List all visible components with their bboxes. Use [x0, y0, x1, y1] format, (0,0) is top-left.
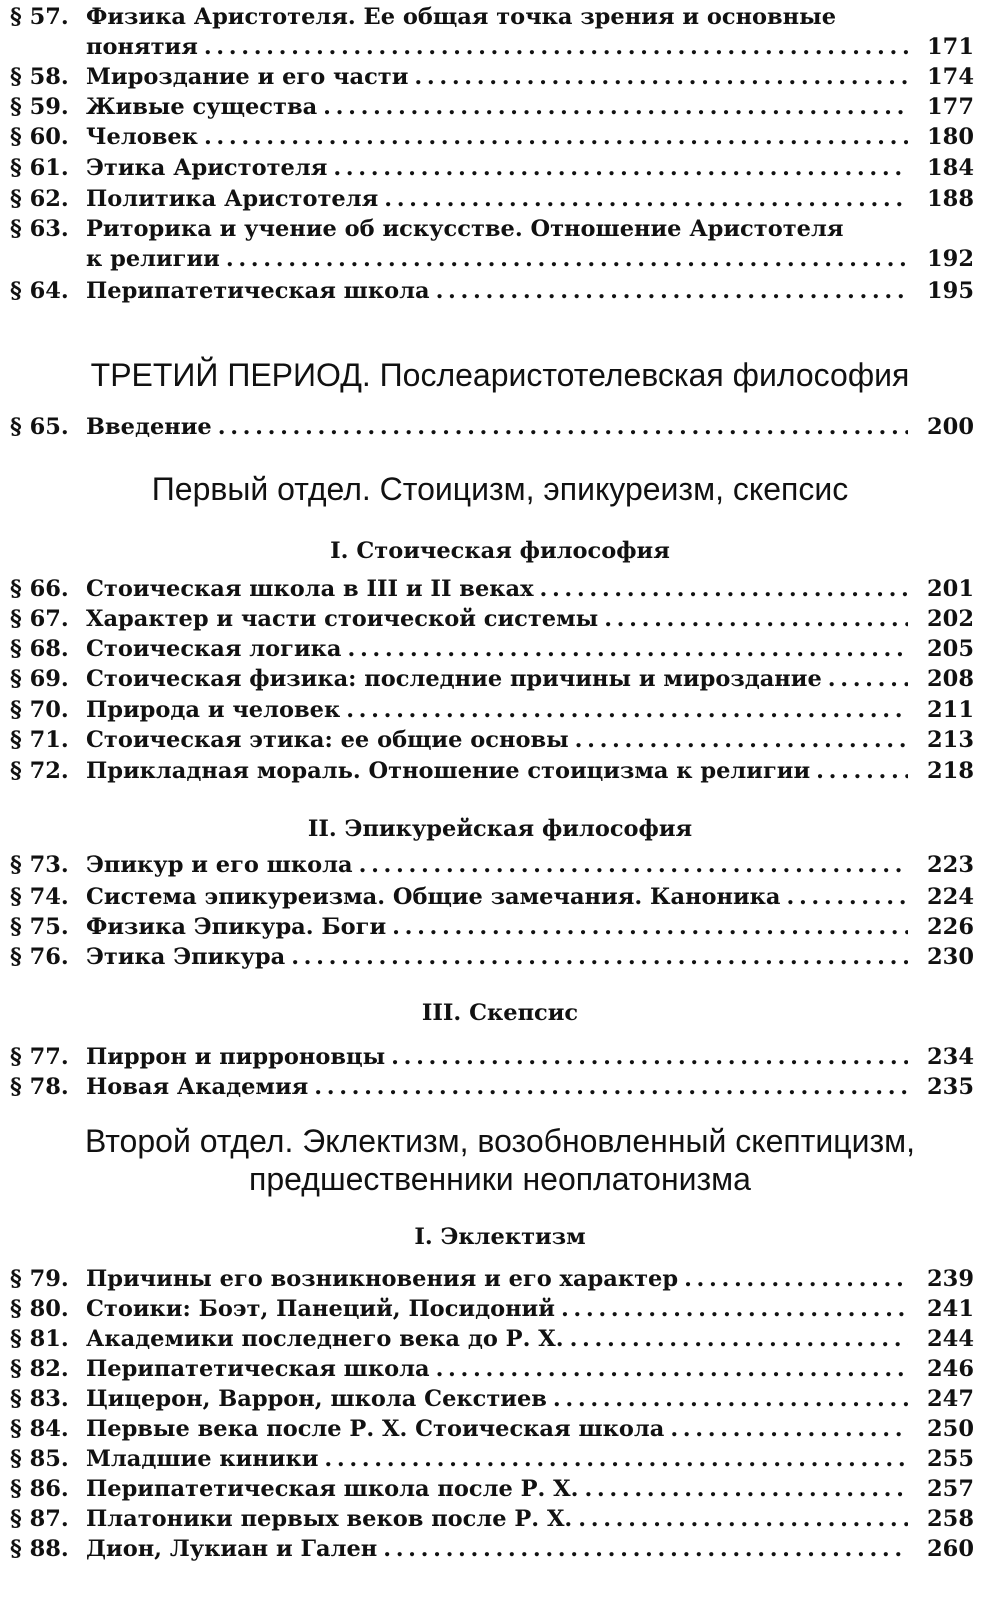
toc-entry-78 [10, 1072, 974, 1102]
section-title: Перипатетическая школа [86, 278, 430, 304]
toc-entry-82 [10, 1354, 974, 1384]
section-title: Мироздание и его части [86, 64, 409, 90]
section-number: § 73. [10, 852, 69, 878]
toc-entry-81 [10, 1324, 974, 1354]
page-number: 235 [927, 1074, 974, 1100]
section-number: § 63. [10, 216, 69, 242]
toc-entry-72 [10, 756, 974, 786]
toc-entry-84 [10, 1414, 974, 1444]
section-title: Введение [86, 414, 212, 440]
section-title: Младшие киники [86, 1446, 319, 1472]
toc-entry-66 [10, 574, 974, 604]
dot-leader [204, 122, 908, 152]
dot-leader [604, 604, 908, 634]
section-number: § 57. [10, 4, 69, 30]
section-number: § 85. [10, 1446, 69, 1472]
toc-entry-73 [10, 850, 974, 880]
page-number: 226 [927, 914, 974, 940]
page-number: 230 [927, 944, 974, 970]
section-title: Платоники первых веков после Р. Х. [86, 1506, 573, 1532]
dot-leader [670, 1414, 908, 1444]
section-number: § 86. [10, 1476, 69, 1502]
toc-entry-87 [10, 1504, 974, 1534]
page-number: 244 [927, 1326, 974, 1352]
dot-leader [359, 850, 908, 880]
dot-leader [584, 1474, 908, 1504]
section-number: § 75. [10, 914, 69, 940]
subsection-heading-skepsis: III. Скепсис [421, 1000, 579, 1026]
page-number: 223 [927, 852, 974, 878]
toc-entry-75 [10, 912, 974, 942]
section-title-continuation: понятия [86, 34, 198, 60]
dot-leader [787, 882, 909, 912]
toc-entry-79 [10, 1264, 974, 1294]
page-number: 195 [927, 278, 974, 304]
toc-entry-83 [10, 1384, 974, 1414]
dot-leader [828, 664, 908, 694]
toc-entry-57 [10, 2, 974, 62]
page-number: 213 [927, 727, 974, 753]
section-number: § 59. [10, 94, 69, 120]
section-number: § 66. [10, 576, 69, 602]
section-title: Дион, Лукиан и Гален [86, 1536, 378, 1562]
toc-entry-65 [10, 412, 974, 442]
toc-entry-63 [10, 214, 974, 274]
section-title: Система эпикуреизма. Общие замечания. Каноника [86, 884, 781, 910]
page-number: 188 [927, 186, 974, 212]
dot-leader [816, 756, 908, 786]
section-title: Физика Эпикура. Боги [86, 914, 387, 940]
section-number: § 68. [10, 636, 69, 662]
section-number: § 84. [10, 1416, 69, 1442]
toc-entry-70 [10, 695, 974, 725]
dot-leader [333, 153, 908, 183]
section-title: Физика Аристотеля. Ее общая точка зрения и основные [86, 4, 837, 30]
toc-entry-69 [10, 664, 974, 694]
page-number: 239 [927, 1266, 974, 1292]
toc-entry-58 [10, 62, 974, 92]
section-title: Цицерон, Варрон, школа Секстиев [86, 1386, 547, 1412]
page-number: 246 [927, 1356, 974, 1382]
section-number: § 62. [10, 186, 69, 212]
section-title: Природа и человек [86, 697, 341, 723]
page-number: 192 [927, 246, 974, 272]
dot-leader [291, 942, 908, 972]
subsection-heading-epicurean: II. Эпикурейская философия [307, 816, 693, 842]
toc-entry-61 [10, 153, 974, 183]
dot-leader [324, 1444, 908, 1474]
section-title-continuation: к религии [86, 246, 220, 272]
dot-leader [348, 634, 909, 664]
section-number: § 65. [10, 414, 69, 440]
period-heading: ТРЕТИЙ ПЕРИОД. Послеаристотелевская философия [90, 357, 910, 393]
page-number: 211 [927, 697, 974, 723]
dot-leader [436, 1354, 908, 1384]
toc-entry-62 [10, 184, 974, 214]
toc-entry-86 [10, 1474, 974, 1504]
section-number: § 74. [10, 884, 69, 910]
section-title: Первые века после Р. Х. Стоическая школа [86, 1416, 665, 1442]
section-title: Стоики: Боэт, Панеций, Посидоний [86, 1296, 555, 1322]
page-number: 208 [927, 666, 974, 692]
page-number: 255 [927, 1446, 974, 1472]
dot-leader [383, 1534, 908, 1564]
section-number: § 79. [10, 1266, 69, 1292]
dot-leader [553, 1384, 908, 1414]
dot-leader [684, 1264, 908, 1294]
page-number: 234 [927, 1044, 974, 1070]
dot-leader [414, 62, 908, 92]
section-number: § 80. [10, 1296, 69, 1322]
toc-entry-67 [10, 604, 974, 634]
dot-leader [204, 32, 908, 62]
page-number: 260 [927, 1536, 974, 1562]
page-number: 241 [927, 1296, 974, 1322]
toc-entry-68 [10, 634, 974, 664]
dot-leader [570, 1324, 908, 1354]
section-number: § 71. [10, 727, 69, 753]
dot-leader [561, 1294, 908, 1324]
section-number: § 69. [10, 666, 69, 692]
section-title: Перипатетическая школа [86, 1356, 430, 1382]
toc-entry-59 [10, 92, 974, 122]
section-number: § 87. [10, 1506, 69, 1532]
page-number: 202 [927, 606, 974, 632]
dot-leader [218, 412, 908, 442]
page-number: 174 [927, 64, 974, 90]
page-number: 218 [927, 758, 974, 784]
section-number: § 61. [10, 155, 69, 181]
toc-entry-64 [10, 276, 974, 306]
toc-entry-77 [10, 1042, 974, 1072]
section-title: Характер и части стоической системы [86, 606, 599, 632]
subsection-heading-stoic: I. Стоическая философия [330, 538, 670, 564]
section-number: § 78. [10, 1074, 69, 1100]
page-number: 200 [927, 414, 974, 440]
page-number: 205 [927, 636, 974, 662]
page-number: 184 [927, 155, 974, 181]
section-number: § 72. [10, 758, 69, 784]
section-number: § 77. [10, 1044, 69, 1070]
section-title: Риторика и учение об искусстве. Отношение Аристотеля [86, 216, 844, 242]
section-title: Стоическая физика: последние причины и мироздание [86, 666, 822, 692]
section-number: § 76. [10, 944, 69, 970]
section-number: § 88. [10, 1536, 69, 1562]
section-title: Причины его возникновения и его характер [86, 1266, 679, 1292]
page-number: 177 [927, 94, 974, 120]
section-title: Пиррон и пирроновцы [86, 1044, 386, 1070]
toc-entry-74 [10, 882, 974, 912]
page-number: 171 [927, 34, 974, 60]
part-heading-1: Первый отдел. Стоицизм, эпикуреизм, скепсис [151, 471, 849, 507]
section-title: Эпикур и его школа [86, 852, 353, 878]
section-number: § 64. [10, 278, 69, 304]
part-heading-2-line2: предшественники неоплатонизма [249, 1161, 751, 1197]
subsection-heading-eclectic: I. Эклектизм [414, 1224, 586, 1250]
section-number: § 70. [10, 697, 69, 723]
dot-leader [392, 912, 908, 942]
toc-entry-80 [10, 1294, 974, 1324]
toc-entry-60 [10, 122, 974, 152]
dot-leader [226, 244, 908, 274]
toc-entry-88 [10, 1534, 974, 1564]
toc-entry-85 [10, 1444, 974, 1474]
page-number: 180 [927, 124, 974, 150]
section-title: Живые существа [86, 94, 318, 120]
section-number: § 67. [10, 606, 69, 632]
section-title: Прикладная мораль. Отношение стоицизма к религии [86, 758, 811, 784]
section-number: § 58. [10, 64, 69, 90]
dot-leader [540, 574, 909, 604]
page-number: 201 [927, 576, 974, 602]
section-title: Этика Аристотеля [86, 155, 328, 181]
section-title: Стоическая этика: ее общие основы [86, 727, 569, 753]
dot-leader [346, 695, 908, 725]
section-number: § 82. [10, 1356, 69, 1382]
dot-leader [384, 184, 908, 214]
section-number: § 83. [10, 1386, 69, 1412]
section-title: Человек [86, 124, 198, 150]
section-title: Политика Аристотеля [86, 186, 379, 212]
toc-entry-71 [10, 725, 974, 755]
dot-leader [436, 276, 908, 306]
dot-leader [578, 1504, 908, 1534]
dot-leader [391, 1042, 908, 1072]
page-number: 257 [927, 1476, 974, 1502]
section-title: Этика Эпикура [86, 944, 286, 970]
section-title: Стоическая школа в III и II веках [86, 576, 534, 602]
page-number: 250 [927, 1416, 974, 1442]
section-title: Новая Академия [86, 1074, 309, 1100]
section-title: Академики последнего века до Р. Х. [86, 1326, 564, 1352]
page-number: 258 [927, 1506, 974, 1532]
section-number: § 60. [10, 124, 69, 150]
dot-leader [323, 92, 908, 122]
section-title: Перипатетическая школа после Р. Х. [86, 1476, 579, 1502]
page-number: 224 [927, 884, 974, 910]
page-number: 247 [927, 1386, 974, 1412]
toc-entry-76 [10, 942, 974, 972]
section-title: Стоическая логика [86, 636, 342, 662]
part-heading-2-line1: Второй отдел. Эклектизм, возобновленный скептицизм, [84, 1123, 916, 1159]
dot-leader [575, 725, 908, 755]
dot-leader [314, 1072, 908, 1102]
section-number: § 81. [10, 1326, 69, 1352]
